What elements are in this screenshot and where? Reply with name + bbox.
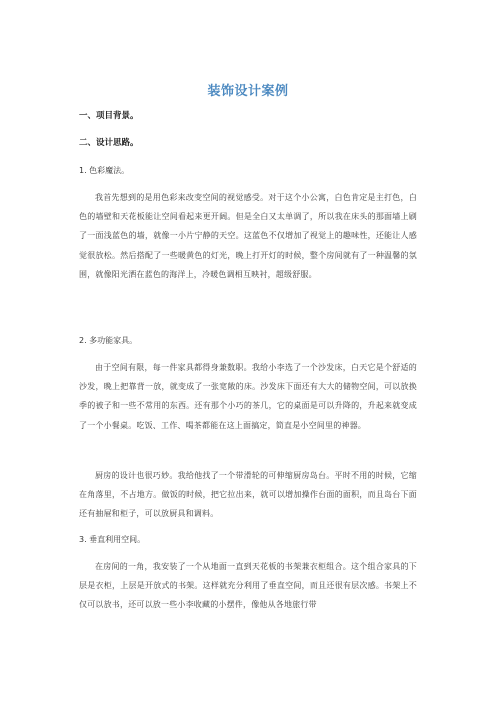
section-heading-background: 一、项目背景。: [79, 111, 139, 121]
paragraph-kitchen-island: 厨房的设计也很巧妙。我给他找了一个带滑轮的可伸缩厨房岛台。平时不用的时候，它缩在角落里，不占地方。做饭的时候，把它拉出来，就可以增加操作台面的面积，而且岛台下面还有抽屉和柜子，可以放厨具和调料。: [79, 471, 417, 519]
paragraph-color-magic: 我首先想到的是用色彩来改变空间的视觉感受。对于这个小公寓，白色肯定是主打色，白色的墙壁和天花板能让空间看起来更开阔。但是全白又太单调了，所以我在床头的那面墙上刷了一面浅蓝色的墙，就像一小片宁静的天空。这蓝色不仅增加了视觉上的趣味性，还能让人感觉很放松。然后搭配了一些暖黄色的灯光，晚上打开灯的时候，整个房间就有了一种温馨的氛围，就像阳光洒在蓝色的海洋上，冷暖色调相互映衬，超级舒服。: [79, 193, 417, 279]
paragraph-sofa-bed: 由于空间有限，每一件家具都得身兼数职。我给小李选了一个沙发床，白天它是个舒适的沙发，晚上把靠背一放，就变成了一张宽敞的床。沙发床下面还有大大的储物空间，可以放换季的被子和一些不常用的东西。还有那个小巧的茶几，它的桌面是可以升降的，升起来就变成了一个小餐桌。吃饭、工作、喝茶都能在这上面搞定，简直是小空间里的神器。: [79, 363, 417, 430]
document-title: 装饰设计案例: [207, 84, 289, 99]
item-heading-multifunctional-furniture: 2. 多功能家具。: [79, 336, 138, 345]
section-heading-design-ideas: 二、设计思路。: [79, 138, 139, 148]
item-heading-vertical-space: 3. 垂直利用空间。: [79, 535, 146, 544]
item-heading-color-magic: 1. 色彩魔法。: [79, 166, 130, 175]
paragraph-vertical-space: 在房间的一角，我安装了一个从地面一直到天花板的书架兼衣柜组合。这个组合家具的下层是衣柜，上层是开放式的书架。这样就充分利用了垂直空间，而且还很有层次感。书架上不仅可以放书，还可以放一些小李收藏的小摆件，像他从各地旅行带: [79, 562, 417, 610]
